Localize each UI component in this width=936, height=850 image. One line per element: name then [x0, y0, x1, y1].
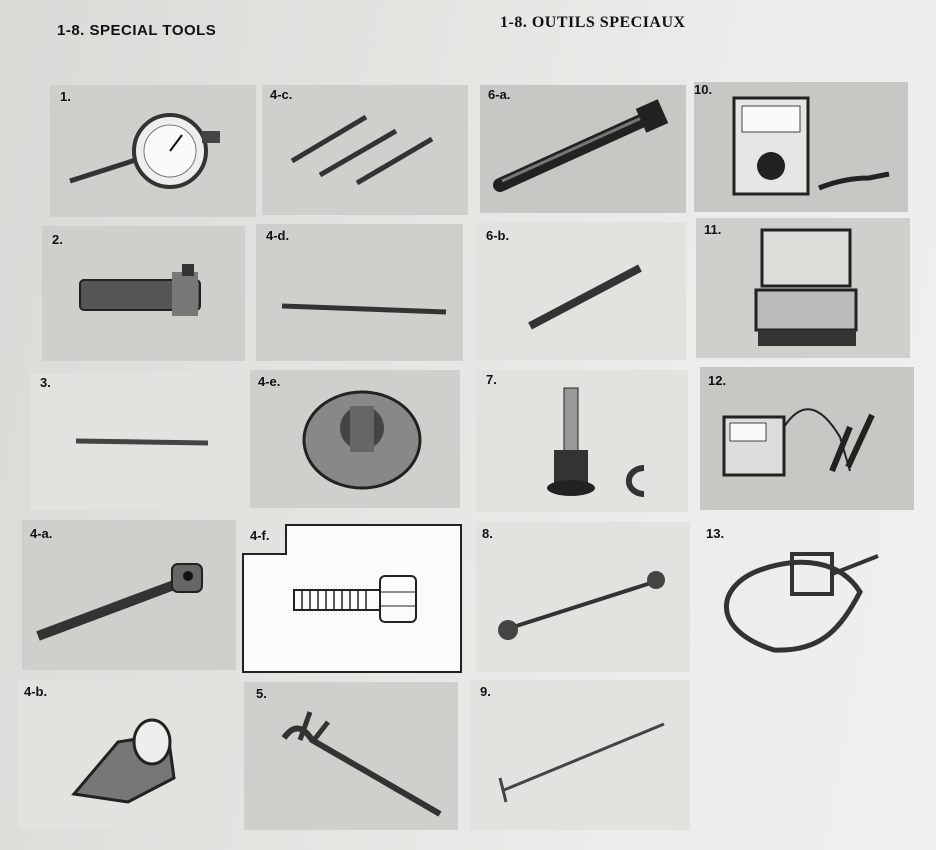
socket-image: [18, 680, 230, 828]
tool-13: [700, 520, 914, 670]
fork-tool-image: [244, 682, 458, 830]
tool-4e: [250, 370, 460, 508]
tool-4f: [240, 524, 464, 674]
tool-4b: [18, 680, 230, 828]
tool-6a: [480, 85, 686, 213]
tool-4d: [256, 224, 463, 361]
bar-image: [480, 85, 686, 213]
tool-label: 10.: [694, 82, 713, 97]
meter-image: [694, 82, 908, 212]
flange-image: [250, 370, 460, 508]
rod-image: [256, 224, 463, 361]
probe-image: [470, 680, 690, 830]
tool-1: [50, 85, 256, 217]
dial-gauge-image: [50, 85, 256, 217]
tool-label: 5.: [256, 686, 267, 701]
tool-9: [470, 680, 690, 830]
tool-11: [696, 218, 910, 358]
bolt-image: [240, 524, 464, 674]
tool-label: 4-b.: [24, 684, 48, 699]
compressor-image: [476, 370, 688, 512]
tool-label: 6-a.: [488, 87, 511, 102]
tool-label: 4-e.: [258, 374, 281, 389]
tool-label: 9.: [480, 684, 491, 699]
tool-label: 6-b.: [486, 228, 510, 243]
page-title-en: 1-8. SPECIAL TOOLS: [57, 22, 217, 39]
tool-label: 8.: [482, 526, 493, 541]
tool-label: 1.: [60, 89, 71, 104]
tester-case-image: [696, 218, 910, 358]
tool-label: 13.: [706, 526, 725, 541]
adapter-image: [42, 226, 245, 361]
tool-4a: [22, 520, 236, 670]
tool-2: [42, 226, 245, 361]
wrench-image: [22, 520, 236, 670]
tool-label: 4-d.: [266, 228, 290, 243]
tool-label: 11.: [704, 222, 722, 237]
strap-wrench-image: [700, 520, 914, 670]
tool-5: [244, 682, 458, 830]
tool-7: [476, 370, 688, 512]
tool-4c: [262, 85, 468, 215]
tool-6b: [476, 222, 686, 360]
tool-label: 3.: [40, 375, 51, 390]
tool-label: 4-c.: [270, 87, 293, 102]
rod-image: [30, 373, 244, 510]
tool-12: [700, 367, 914, 510]
tool-label: 4-f.: [250, 528, 270, 543]
tool-label: 4-a.: [30, 526, 53, 541]
tool-label: 7.: [486, 372, 497, 387]
pins-image: [262, 85, 468, 215]
page-title-fr: 1-8. OUTILS SPECIAUX: [500, 14, 686, 31]
tool-8: [476, 522, 690, 672]
tool-label: 2.: [52, 232, 63, 247]
tool-label: 12.: [708, 373, 727, 388]
tool-10: [694, 82, 908, 212]
tool-3: [30, 373, 244, 510]
spanner-image: [476, 522, 690, 672]
multimeter-image: [700, 367, 914, 510]
